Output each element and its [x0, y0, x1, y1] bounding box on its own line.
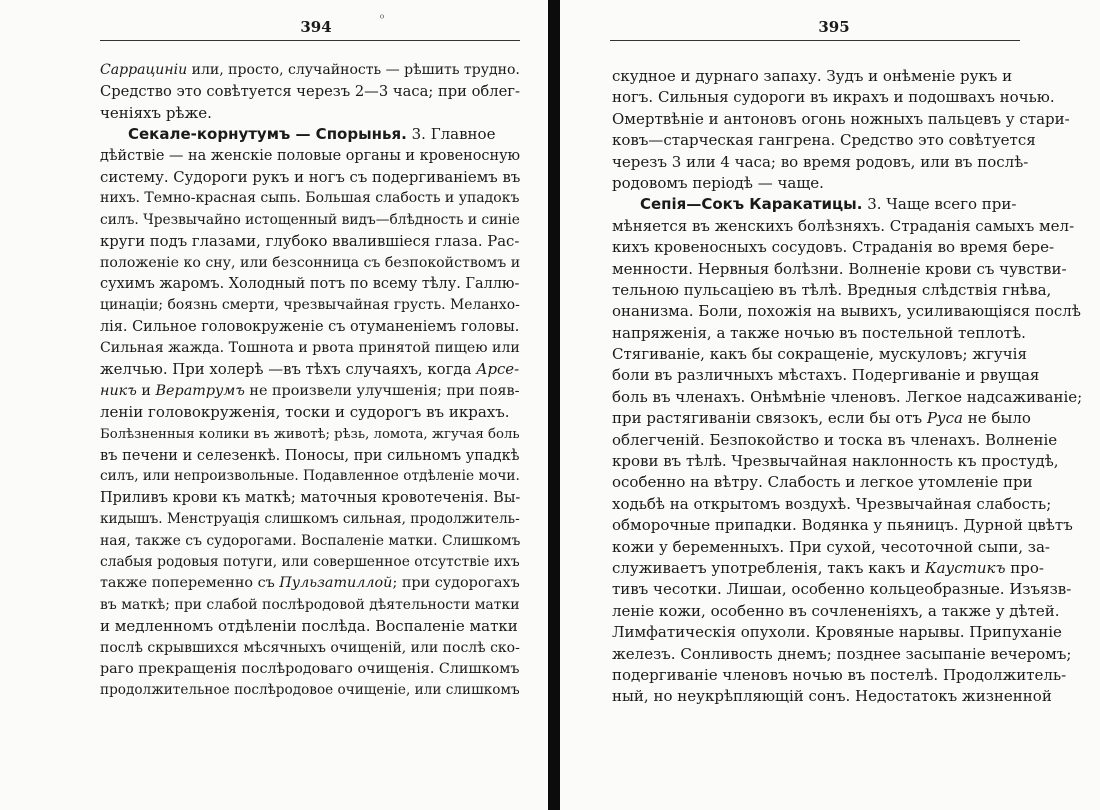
text-line — [100, 231, 520, 252]
text-run: и медленномъ отдѣленiи послѣда. Воспаленiе матки — [100, 617, 518, 636]
text-run: ленiе кожи, особенно въ сочлененiяхъ, а также у дѣтей. — [612, 601, 1060, 620]
text-run: тельною пульсацiею въ тѣлѣ. Вредныя слѣдствiя гнѣва, — [612, 280, 1052, 299]
text-line — [612, 301, 1082, 322]
text-line — [612, 451, 1082, 472]
text-line — [100, 295, 520, 316]
text-line — [612, 537, 1082, 558]
text-run: Приливъ крови къ маткѣ; маточныя кровотеченiя. Вы- — [100, 489, 521, 506]
text-line — [100, 60, 520, 81]
text-line — [100, 188, 520, 209]
text-line — [612, 558, 1082, 579]
text-run: кихъ кровеносныхъ сосудовъ. Страданiя во время бере- — [612, 238, 1055, 257]
left-page-text — [100, 60, 520, 702]
text-run: 3. Главное — [406, 125, 496, 144]
text-run: послѣ скрывшихся мѣсячныхъ очищенiй, или послѣ ско- — [100, 639, 520, 656]
text-line — [612, 686, 1082, 707]
text-run: ковъ—старческая гангрена. Средство это совѣтуется — [612, 131, 1036, 150]
text-run: также попеременно съ — [100, 575, 280, 592]
text-run: Лимфатическiя опухоли. Кровяные нарывы. Припуханiе — [612, 623, 1062, 642]
text-run: боли въ различныхъ мѣстахъ. Подергиванiе и рвущая — [612, 366, 1040, 385]
text-line — [612, 387, 1082, 408]
text-line — [612, 494, 1082, 515]
text-run: систему. Судороги рукъ и ногъ съ подергиванiемъ въ — [100, 167, 521, 186]
text-line — [100, 338, 520, 359]
text-line — [612, 408, 1082, 429]
corner-mark: ⁰ — [380, 14, 385, 25]
text-run: ный, но неукрѣпляющiй сонъ. Недостатокъ жизненной — [612, 687, 1052, 706]
text-line — [612, 237, 1082, 258]
text-run: цинацiи; боязнь смерти, чрезвычайная грусть. Меланхо- — [100, 297, 520, 314]
text-line — [100, 466, 520, 487]
italic-remedy-name: Пульзатиллой — [279, 575, 393, 592]
text-line — [100, 509, 520, 530]
text-line — [612, 130, 1082, 151]
text-line — [612, 344, 1082, 365]
text-run: положенiе ко сну, или безсонница съ безпокойствомъ и — [100, 254, 521, 271]
text-run: особенно на вѣтру. Слабость и легкое утомленiе при — [612, 473, 1033, 492]
page-number-left: 394 — [300, 18, 332, 36]
text-line — [100, 616, 520, 637]
text-run: сухимъ жаромъ. Холодный потъ по всему тѣлу. Галлю- — [100, 275, 520, 292]
text-run: или, просто, случайность — рѣшить трудно. — [187, 62, 520, 78]
text-line — [612, 259, 1082, 280]
text-line — [100, 124, 520, 145]
text-line — [612, 665, 1082, 686]
right-page — [560, 0, 1100, 810]
text-run: напряженiя, а также ночью въ постельной теплотѣ. — [612, 323, 1026, 342]
text-run: и — [136, 382, 156, 399]
text-line — [612, 644, 1082, 665]
italic-remedy-name: Арсе- — [476, 360, 520, 379]
text-line — [612, 216, 1082, 237]
text-run: мѣняется въ женскихъ болѣзняхъ. Страданiя самыхъ мел- — [612, 216, 1075, 235]
text-run: въ печени и селезенкѣ. Поносы, при сильномъ упадкѣ — [100, 447, 520, 465]
text-line — [100, 445, 520, 466]
text-line — [100, 488, 520, 509]
text-run: крови въ тѣлѣ. Чрезвычайная наклонность къ простудѣ, — [612, 452, 1059, 471]
text-run: силъ, или непроизвольные. Подавленное отдѣленiе мочи. — [100, 468, 520, 485]
text-run: служиваетъ употребленiя, такъ какъ и — [612, 558, 925, 577]
text-run: раго прекращенiя послѣродоваго очищенiя. Слишкомъ — [100, 660, 520, 677]
text-line — [100, 210, 520, 231]
text-line — [100, 659, 520, 680]
text-line — [100, 424, 520, 445]
header-rule-right — [610, 40, 1020, 41]
text-run: облегченiй. Безпокойство и тоска въ членахъ. Волненiе — [612, 430, 1058, 449]
text-run: кидышъ. Менструацiя слишкомъ сильная, продолжитель- — [100, 511, 520, 528]
text-run: менности. Нервныя болѣзни. Волненiе крови съ чувстви- — [612, 259, 1067, 278]
text-line — [100, 402, 520, 423]
text-line — [612, 194, 1082, 215]
left-page — [0, 0, 548, 810]
text-run: подергиванiе членовъ ночью въ постелѣ. Продолжитель- — [612, 665, 1067, 684]
text-line — [100, 680, 520, 701]
text-run: силъ. Чрезвычайно истощенный видъ—блѣдность и синiе — [100, 211, 520, 228]
text-run: круги подъ глазами, глубоко ввалившiеся глаза. Рас- — [100, 233, 520, 251]
text-line — [612, 173, 1082, 194]
text-line — [100, 638, 520, 659]
text-run: ленiи головокруженiя, тоски и судорогъ въ икрахъ. — [100, 403, 510, 422]
text-line — [612, 472, 1082, 493]
text-line — [612, 323, 1082, 344]
text-line — [612, 280, 1082, 301]
text-run: продолжительное послѣродовое очищенiе, или слишкомъ — [100, 682, 520, 699]
text-line — [100, 103, 520, 124]
text-line — [100, 531, 520, 552]
text-line — [100, 274, 520, 295]
italic-remedy-name: никъ — [100, 382, 137, 399]
text-run: лiя. Сильное головокруженiе съ отуманенiемъ головы. — [100, 318, 520, 335]
text-run: ченiяхъ рѣже. — [100, 103, 212, 122]
text-run: 3. Чаще всего при- — [862, 195, 1017, 214]
book-gutter — [548, 0, 560, 810]
text-run: ; при судорогахъ — [392, 575, 520, 592]
text-line — [100, 381, 520, 402]
text-run: Омертвѣнiе и антоновъ огонь ножныхъ пальцевъ у стари- — [612, 109, 1070, 128]
text-run: ходьбѣ на открытомъ воздухѣ. Чрезвычайная слабость; — [612, 494, 1052, 513]
text-line — [612, 515, 1082, 536]
italic-remedy-name: Саррацинiи — [100, 62, 188, 78]
text-line — [612, 152, 1082, 173]
text-line — [100, 573, 520, 594]
text-run: тивъ чесотки. Лишаи, особенно кольцеобразные. Изъязв- — [612, 580, 1072, 599]
text-run: ная, также съ судорогами. Воспаленiе матки. Слишкомъ — [100, 532, 521, 549]
italic-remedy-name: Руса — [926, 409, 963, 428]
text-line — [100, 146, 520, 167]
text-line — [612, 66, 1082, 87]
text-run: Болѣзненныя колики въ животѣ; рѣзь, ломота, жгучая боль — [100, 426, 520, 442]
text-run: при растягиванiи связокъ, если бы отъ — [612, 409, 927, 428]
text-run: про- — [1005, 558, 1044, 577]
text-run: скудное и дурнаго запаху. Зудъ и онѣменiе рукъ и — [612, 67, 1013, 85]
text-line — [612, 579, 1082, 600]
text-run: кожи у беременныхъ. При сухой, чесоточной сыпи, за- — [612, 537, 1050, 556]
text-line — [612, 109, 1082, 130]
text-run: ногъ. Сильныя судороги въ икрахъ и подошвахъ ночью. — [612, 88, 1055, 107]
text-line — [100, 595, 520, 616]
text-run: не произвели улучшенiя; при появ- — [244, 382, 520, 399]
text-run: не было — [962, 409, 1031, 428]
text-line — [100, 253, 520, 274]
text-line — [612, 622, 1082, 643]
text-run: обморочные припадки. Водянка у пьяницъ. Дурной цвѣтъ — [612, 516, 1073, 535]
text-run: дѣйствiе — на женскiе половые органы и кровеносную — [100, 147, 521, 164]
italic-remedy-name: Вератрумъ — [155, 382, 245, 399]
text-line — [100, 167, 520, 188]
text-line — [100, 359, 520, 380]
text-run: нихъ. Темно-красная сыпь. Большая слабость и упадокъ — [100, 190, 520, 207]
text-run: Стягиванiе, какъ бы сокращенiе, мускуловъ; жгучiя — [612, 345, 1027, 364]
page-number-right: 395 — [818, 18, 850, 36]
text-line — [100, 317, 520, 338]
right-page-text — [612, 66, 1082, 708]
text-line — [612, 430, 1082, 451]
text-line — [100, 81, 520, 102]
text-line — [612, 365, 1082, 386]
text-run: онанизма. Боли, похожiя на вывихъ, усиливающiяся послѣ — [612, 302, 1081, 321]
section-heading: Сепiя—Сокъ Каракатицы. — [640, 195, 863, 214]
text-run: въ маткѣ; при слабой послѣродовой дѣятельности матки — [100, 596, 520, 613]
text-run: желчью. При холерѣ —въ тѣхъ случаяхъ, когда — [100, 360, 477, 379]
text-line — [612, 601, 1082, 622]
text-run: железъ. Сонливость днемъ; позднее засыпанiе вечеромъ; — [612, 644, 1072, 663]
text-run: боль въ членахъ. Онѣмѣнiе членовъ. Легкое надсаживанiе; — [612, 387, 1083, 406]
text-line — [100, 552, 520, 573]
text-run: Средство это совѣтуется черезъ 2—3 часа; при облег- — [100, 83, 520, 101]
text-run: слабыя родовыя потуги, или совершенное отсутствiе ихъ — [100, 553, 520, 570]
header-rule-left — [100, 40, 520, 41]
italic-remedy-name: Каустикъ — [925, 558, 1006, 577]
section-heading: Секале-корнутумъ — Спорынья. — [128, 125, 407, 144]
text-run: черезъ 3 или 4 часа; во время родовъ, или въ послѣ- — [612, 152, 1029, 171]
text-run: родовомъ перiодѣ — чаще. — [612, 173, 824, 192]
text-line — [612, 87, 1082, 108]
text-run: Сильная жажда. Тошнота и рвота принятой пищею или — [100, 340, 520, 357]
